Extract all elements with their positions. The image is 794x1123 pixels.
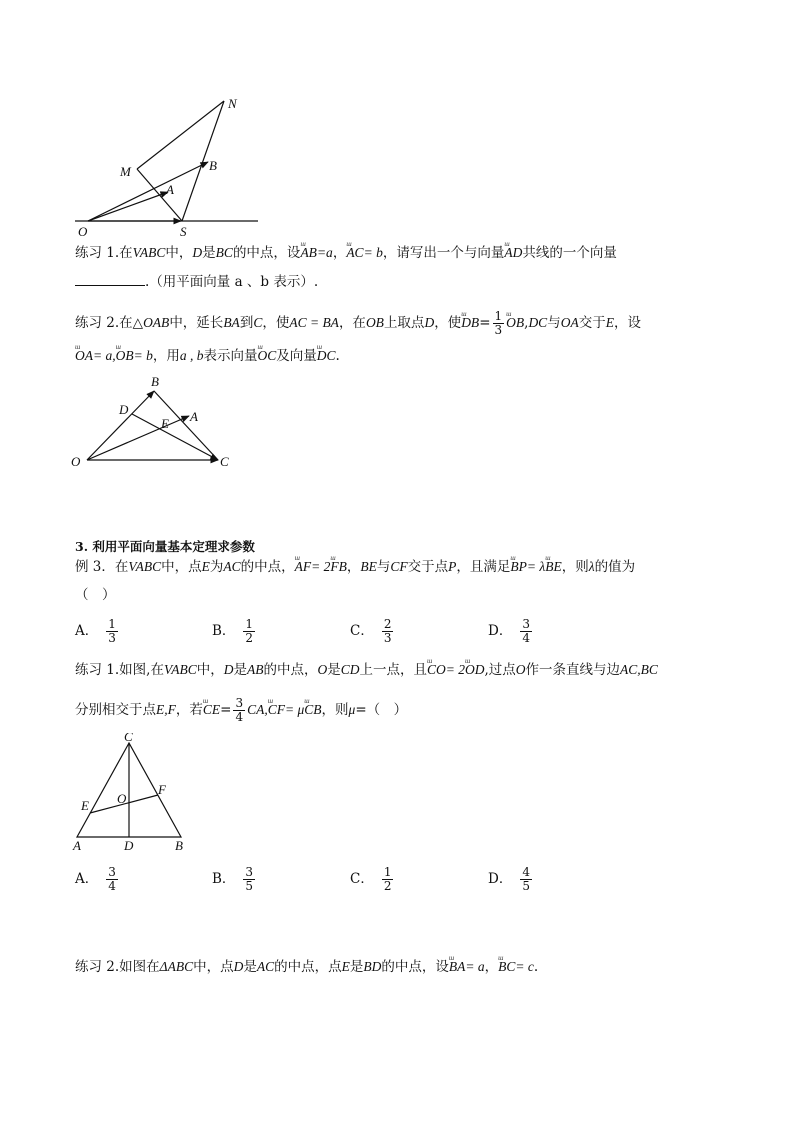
label-B: B [209, 158, 217, 173]
vector-OA [88, 192, 168, 221]
label-F: F [158, 782, 166, 797]
example-3-option-d[interactable]: D． $\frac{3}{4}$ [488, 617, 530, 645]
vector-DC [132, 414, 218, 460]
label-D: D [119, 402, 129, 417]
label-O: O [71, 454, 81, 469]
label-C: C [124, 733, 133, 744]
answer-blank[interactable] [75, 273, 145, 286]
label-O: O [78, 224, 88, 239]
example-3-option-c[interactable]: C． $\frac{2}{3}$ [350, 617, 392, 645]
segment-NS [182, 101, 224, 221]
example-3-line-1: 例 3．在VABC中，点E为AC的中点，ш AF= 2ш FB，BE与CF交于点P，且满足ш BP= λш BE，则λ的值为 [75, 558, 635, 576]
label-A: A [190, 409, 198, 424]
practice-1-option-b[interactable]: B． $\frac{3}{5}$ [212, 865, 254, 893]
label-N: N [228, 96, 237, 111]
label-C: C [220, 454, 229, 469]
exercise-1-line-2: .（用平面向量 a 、b 表示）. [75, 273, 318, 291]
label-A: A [73, 838, 81, 853]
exercise-2-line-1: 练习 2.在△OAB中，延长BA到C，使AC = BA，在OB上取点D，使ш DB= $\frac{1}{3}$ ш OB,DC与OA交于E，设 [75, 310, 641, 337]
section-3-title: 3. 利用平面向量基本定理求参数 [75, 539, 255, 554]
practice-2-line-1: 练习 2.如图在ΔABC中，点D是AC的中点，点E是BD的中点，设ш BA= a，ш BC= c. [75, 958, 538, 976]
figure-1-vectors [60, 90, 270, 240]
example-3-option-b[interactable]: B． $\frac{1}{2}$ [212, 617, 254, 645]
label-M: M [120, 164, 131, 179]
example-3-option-a[interactable]: A． $\frac{1}{3}$ [75, 617, 116, 645]
practice-1-line-2: 分别相交于点E,F，若ш CE= $\frac{3}{4}$ CA,ш CF= μш CB，则μ=（ ） [75, 697, 407, 724]
practice-1-option-a[interactable]: A． $\frac{3}{4}$ [75, 865, 116, 893]
example-3-paren: （ ） [75, 587, 116, 603]
label-S: S [180, 224, 187, 239]
label-A: A [166, 182, 174, 197]
label-D: D [124, 838, 134, 853]
vector-OB [88, 162, 208, 221]
label-B: B [175, 838, 183, 853]
practice-1-line-1: 练习 1.如图,在VABC中，D是AB的中点，O是CD上一点，且ш CO= 2ш OD,过点O作一条直线与边AC,BC [75, 661, 658, 679]
figure-3-triangle [65, 733, 195, 853]
label-B: B [151, 374, 159, 389]
label-O: O [117, 791, 127, 806]
exercise-1-line-1: 练习 1.在VABC中，D是BC的中点，设ш AB=a，ш AC= b，请写出一个与向量ш AD共线的一个向量 [75, 244, 617, 262]
exercise-2-line-2: ш OA= a,ш OB= b，用a , b表示向量ш OC及向量ш DC. [75, 347, 340, 365]
label-E: E [81, 798, 89, 813]
practice-1-option-c[interactable]: C． $\frac{1}{2}$ [350, 865, 392, 893]
practice-1-option-d[interactable]: D． $\frac{4}{5}$ [488, 865, 530, 893]
figure-2-triangle [65, 372, 245, 472]
vector-OA [87, 416, 189, 460]
label-E: E [161, 416, 169, 431]
